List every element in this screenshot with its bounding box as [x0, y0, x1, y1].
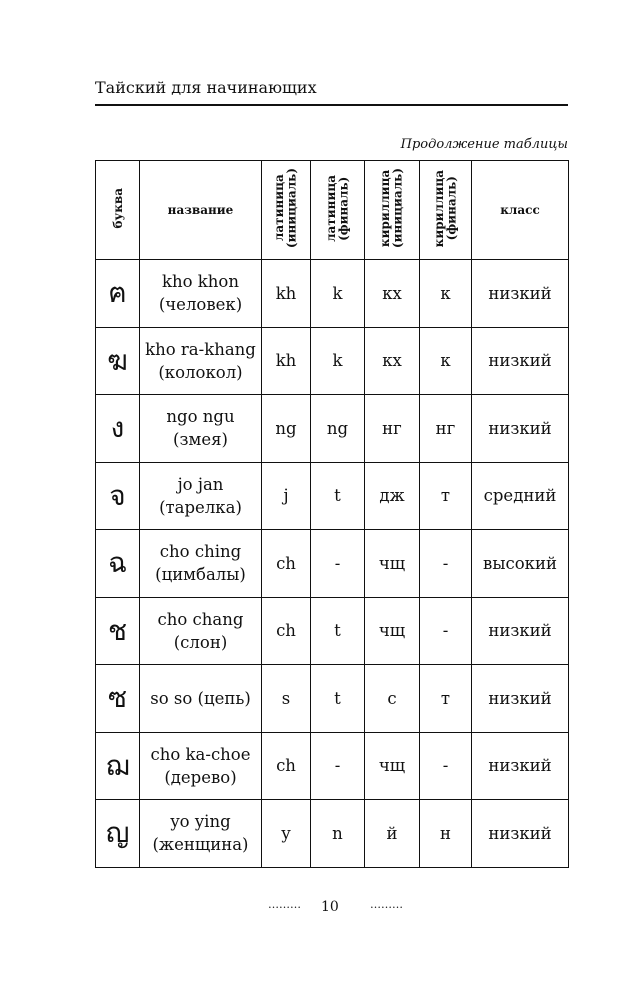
letter-name-line1: ngo ngu [166, 407, 235, 427]
thai-letter: จ [96, 462, 140, 530]
header-letter: буква [96, 161, 140, 260]
latin-initial: ch [262, 530, 311, 598]
page-number: 10 [321, 899, 339, 915]
latin-initial: kh [262, 327, 311, 395]
letter-name-line1: yo ying [170, 812, 231, 832]
letter-name-line2: (тарелка) [159, 497, 242, 517]
table-row [96, 732, 569, 800]
cyrillic-final: нг [420, 395, 472, 463]
thai-letter: ฌ [96, 732, 140, 800]
consonant-class: низкий [472, 665, 569, 733]
letter-name [140, 597, 262, 665]
cyrillic-initial: й [365, 800, 420, 868]
table-row [96, 530, 569, 598]
header-latin-initial: латиница (инициаль) [262, 161, 311, 260]
latin-final: k [311, 260, 365, 328]
latin-initial: ng [262, 395, 311, 463]
letter-name [140, 530, 262, 598]
cyrillic-initial: кх [365, 327, 420, 395]
letter-name [140, 462, 262, 530]
letter-name-line2: (слон) [173, 632, 228, 652]
consonant-class: средний [472, 462, 569, 530]
letter-name-line2: (цимбалы) [155, 565, 246, 585]
consonant-class: низкий [472, 800, 569, 868]
footer-dots-left: ……… [268, 898, 301, 911]
cyrillic-final: н [420, 800, 472, 868]
letter-name [140, 732, 262, 800]
cyrillic-final: - [420, 597, 472, 665]
latin-initial: y [262, 800, 311, 868]
latin-final: t [311, 597, 365, 665]
letter-name-line1: cho ka-choe [150, 744, 251, 764]
letter-name [140, 395, 262, 463]
thai-letter: ญ [96, 800, 140, 868]
cyrillic-final: т [420, 665, 472, 733]
cyrillic-initial: дж [365, 462, 420, 530]
thai-letter: ซ [96, 665, 140, 733]
table-row [96, 260, 569, 328]
cyrillic-initial: нг [365, 395, 420, 463]
letter-name-line1: cho ching [159, 542, 242, 562]
consonant-class: низкий [472, 597, 569, 665]
cyrillic-initial: чщ [365, 732, 420, 800]
cyrillic-initial: чщ [365, 597, 420, 665]
table-row [96, 327, 569, 395]
consonant-class: низкий [472, 395, 569, 463]
header-rule [95, 104, 568, 106]
footer-dots-right: ……… [370, 898, 403, 911]
letter-name [140, 800, 262, 868]
page-footer [0, 898, 644, 918]
cyrillic-initial: чщ [365, 530, 420, 598]
header-cyrillic-initial: кириллица (инициаль) [365, 161, 420, 260]
header-class: класс [472, 161, 569, 260]
latin-final: - [311, 530, 365, 598]
latin-final: k [311, 327, 365, 395]
running-header: Тайский для начинающих [95, 78, 317, 97]
table-header-row [96, 161, 569, 260]
letter-name-line1: jo jan [177, 474, 224, 494]
letter-name [140, 260, 262, 328]
thai-letter: ฅ [96, 260, 140, 328]
cyrillic-final: к [420, 260, 472, 328]
header-cyrillic-final: кириллица (финаль) [420, 161, 472, 260]
latin-final: t [311, 462, 365, 530]
thai-letter: ฉ [96, 530, 140, 598]
letter-name-line1: cho chang [157, 609, 244, 629]
latin-initial: j [262, 462, 311, 530]
latin-final: - [311, 732, 365, 800]
thai-letter: ช [96, 597, 140, 665]
cyrillic-final: т [420, 462, 472, 530]
latin-initial: kh [262, 260, 311, 328]
latin-final: n [311, 800, 365, 868]
letter-name-line2: (дерево) [164, 767, 237, 787]
letter-name-line1: kho khon [162, 272, 239, 292]
letter-name-line2: (женщина) [152, 835, 249, 855]
table-row [96, 462, 569, 530]
table-row [96, 395, 569, 463]
table-row [96, 597, 569, 665]
consonant-class: низкий [472, 327, 569, 395]
latin-final: ng [311, 395, 365, 463]
latin-initial: s [262, 665, 311, 733]
letter-name-line2: (колокол) [158, 362, 243, 382]
table-row [96, 800, 569, 868]
latin-initial: ch [262, 597, 311, 665]
header-name: название [140, 161, 262, 260]
latin-initial: ch [262, 732, 311, 800]
letter-name-line2: (змея) [173, 430, 228, 450]
consonant-class: высокий [472, 530, 569, 598]
alphabet-table [95, 160, 569, 868]
letter-name-line1: so so (цепь) [150, 688, 251, 708]
header-latin-final: латиница (финаль) [311, 161, 365, 260]
cyrillic-final: - [420, 732, 472, 800]
consonant-class: низкий [472, 260, 569, 328]
thai-letter: ง [96, 395, 140, 463]
letter-name [140, 327, 262, 395]
table-row [96, 665, 569, 733]
consonant-class: низкий [472, 732, 569, 800]
cyrillic-initial: с [365, 665, 420, 733]
latin-final: t [311, 665, 365, 733]
cyrillic-final: к [420, 327, 472, 395]
letter-name-line1: kho ra-khang [145, 339, 256, 359]
table-continuation-note: Продолжение таблицы [400, 137, 568, 152]
cyrillic-final: - [420, 530, 472, 598]
letter-name [140, 665, 262, 733]
cyrillic-initial: кх [365, 260, 420, 328]
letter-name-line2: (человек) [158, 295, 243, 315]
thai-letter: ฆ [96, 327, 140, 395]
